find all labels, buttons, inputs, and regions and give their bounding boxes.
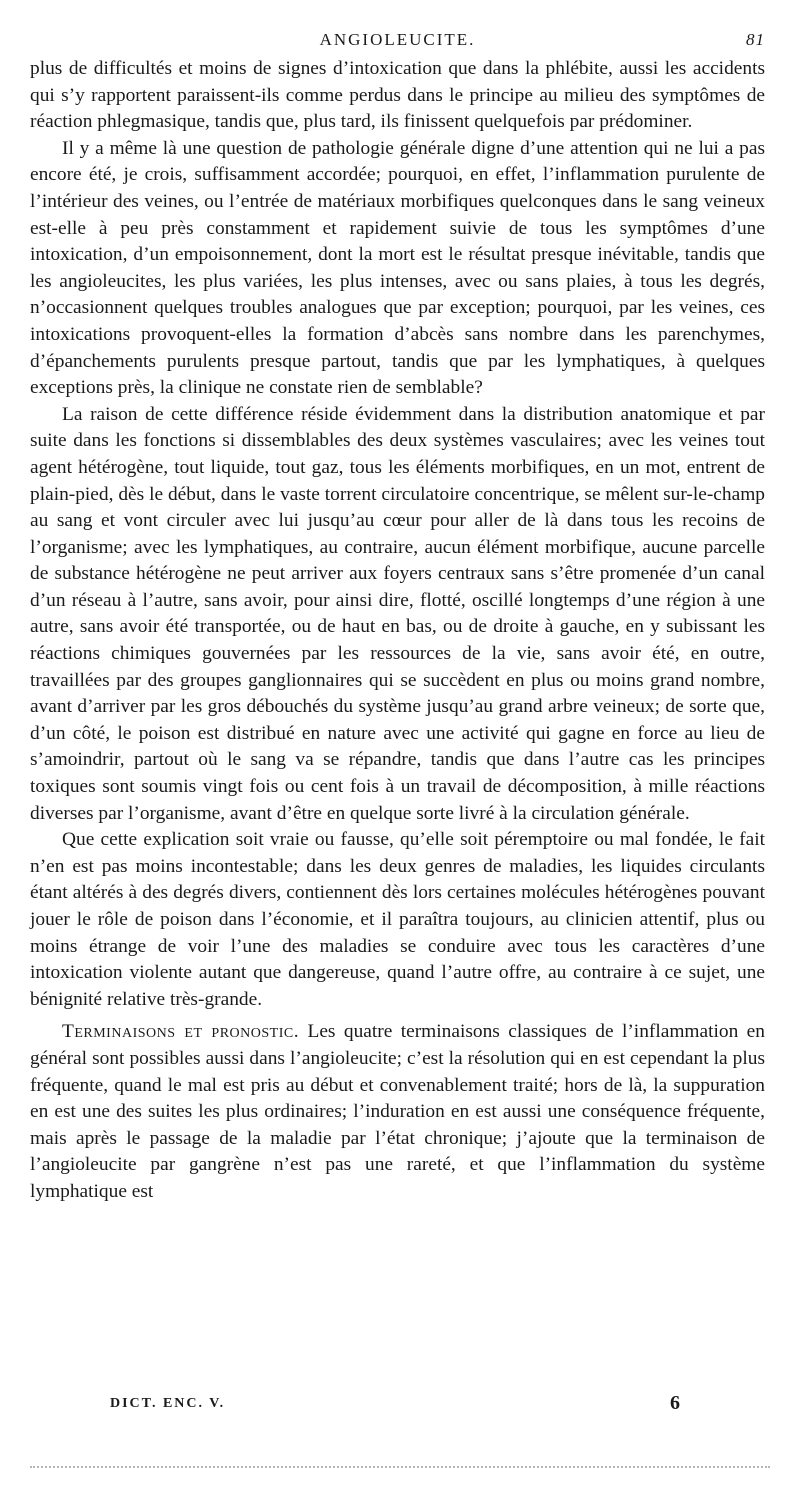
paragraph-continuation: plus de difficultés et moins de signes d’intoxication que dans la phlébite, aussi les accidents qui s’y rapportent paraissent-ils comme perdus dans le principe au milieu des symptômes de réaction phlegmasique, tandis que, plus tard, ils finissent quelquefois par prédominer. <box>30 58 765 133</box>
page-number: 81 <box>746 30 765 49</box>
printer-signature: DICT. ENC. V. <box>110 1396 226 1411</box>
section-text: Les quatre terminaisons classiques de l’inflammation en général sont possibles aussi dans l’angioleucite; c’est la résolution qui en est cependant la plus fréquente, quand le mal est pris au début et convenablement traité; hors de là, la suppuration en est une des suites les plus ordinaires; l’induration en est aussi une conséquence fréquente, mais après le passage de la maladie par l’état chronique; j’ajoute que la terminaison de l’angioleucite par gangrène n’est pas une rareté, et que l’inflammation du système lymphatique est <box>30 1021 765 1202</box>
paragraph: La raison de cette différence réside évidemment dans la distribution anatomique et par suite dans les fonctions si dissemblables des deux systèmes vasculaires; avec les veines tout agent hétérogène, tout liquide, tout gaz, tous les éléments morbifiques, en un mot, entrent de plain-pied, dès le début, dans le vaste torrent circulatoire concentrique, se mêlent sur-le-champ au sang et vont circuler avec lui jusqu’au cœur pour aller de là dans tous les recoins de l’organisme; avec les lymphatiques, au contraire, aucun élément morbifique, aucune parcelle de substance hétérogène ne peut arriver aux foyers centraux sans s’être promenée d’un canal d’un réseau à l’autre, sans avoir, pour ainsi dire, flotté, oscillé longtemps d’une région à une autre, sans avoir été transportée, ou de haut en bas, ou de droite à gauche, en y subissant les réactions chimiques gouvernées par les ressources de la vie, sans avoir été, en outre, travaillées par des groupes ganglionnaires qui se succèdent en plus ou moins grand nombre, avant d’arriver par les gros débouchés du système jusqu’au grand arbre veineux; de sorte que, d’un côté, le poison est distribué en nature avec une activité qui gagne en force au lieu de s’amoindrir, partout où le sang va se répandre, tandis que dans l’autre cas les principes toxiques sont soumis vingt fois ou cent fois à un travail de décomposition, à mille réactions diverses par l’organisme, avant d’être en quelque sorte livré à la circulation générale. <box>30 403 765 824</box>
section-paragraph <box>30 1019 765 1205</box>
paragraph: Que cette explication soit vraie ou fausse, qu’elle soit péremptoire ou mal fondée, le fait n’en est pas moins incontestable; dans les deux genres de maladies, les liquides circulants étant altérés à des degrés divers, contiennent dès lors certaines molécules hétérogènes pouvant jouer le rôle de poison dans l’économie, et il paraîtra toujours, au clinicien attentif, plus ou moins étrange de voir l’une des maladies se conduire avec tous les caractères d’une intoxication violente autant que dangereuse, quand l’autre offre, au contraire à ce sujet, une bénignité relative très-grande. <box>30 829 765 1010</box>
footer <box>110 1392 680 1420</box>
sheet-number: 6 <box>670 1392 680 1414</box>
page <box>30 28 765 1206</box>
running-head <box>30 28 765 56</box>
section-heading: Terminaisons et pronostic. <box>62 1021 300 1043</box>
paragraph: Il y a même là une question de pathologie générale digne d’une attention qui ne lui a pas encore été, je crois, suffisamment accordée; pourquoi, en effet, l’inflammation purulente de l’intérieur des veines, ou l’entrée de matériaux morbifiques quelconques dans le sang veineux est-elle à peu près constamment et rapidement suivie de tous les symptômes d’une intoxication, d’un empoisonnement, dont la mort est le résultat presque inévitable, tandis que les angioleucites, les plus variées, les plus intenses, avec ou sans plaies, à tous les degrés, n’occasionnent quelques troubles analogues que par exception; pourquoi, par les veines, ces intoxications provoquent-elles la formation d’abcès sans nombre dans les parenchymes, d’épanchements purulents presque partout, tandis que par les lymphatiques, à quelques exceptions près, la clinique ne constate rien de semblable? <box>30 137 765 399</box>
body-text <box>30 56 765 1206</box>
running-title: ANGIOLEUCITE. <box>319 30 476 49</box>
bottom-dotted-rule <box>30 1466 770 1468</box>
